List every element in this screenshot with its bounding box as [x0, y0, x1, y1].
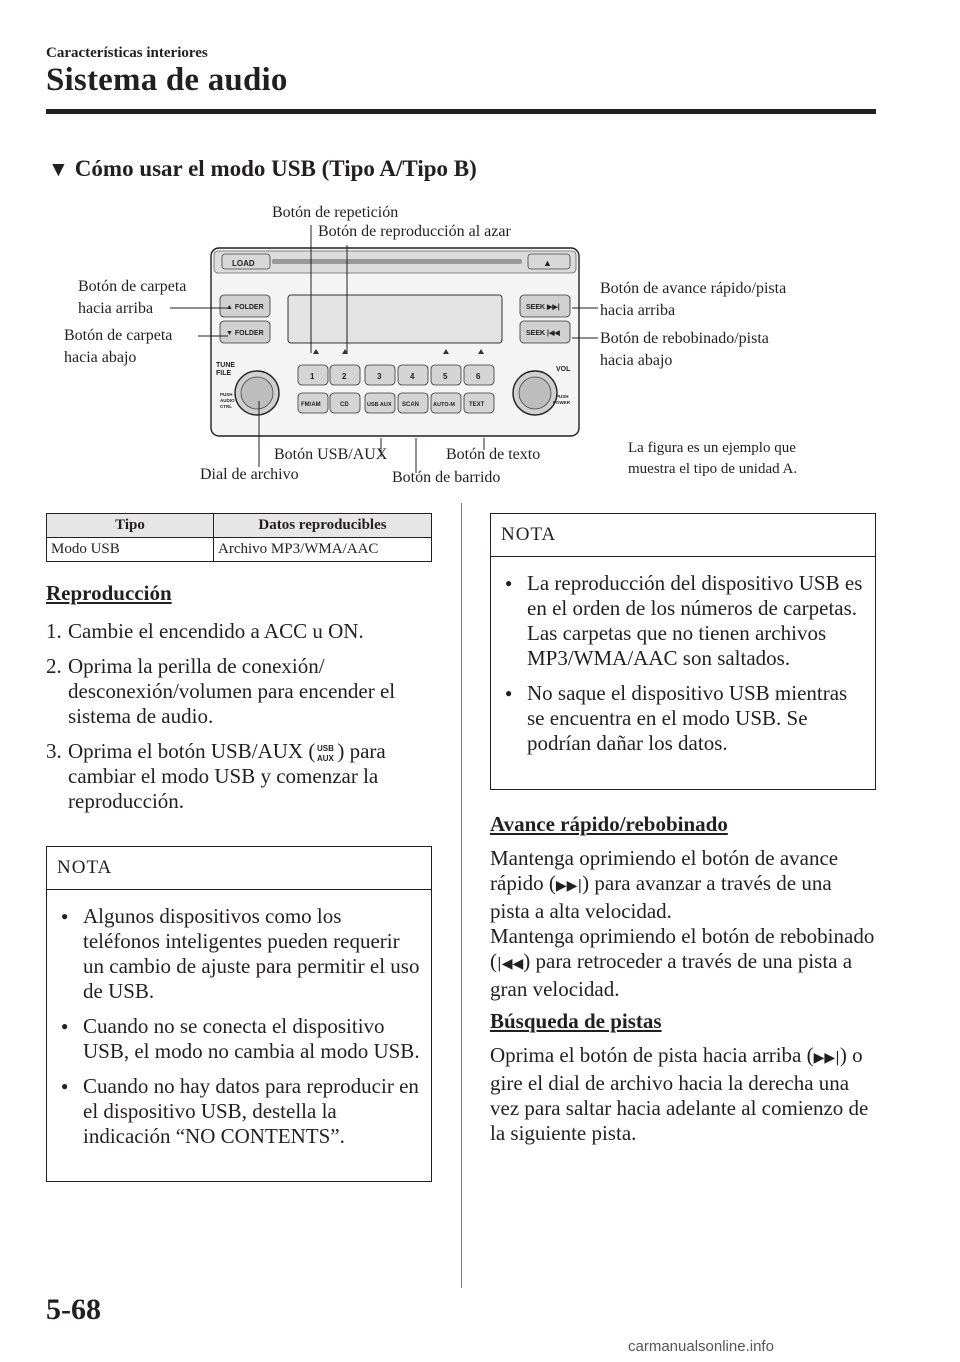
- fast-forward-icon: ▶▶|: [555, 878, 583, 894]
- ctrl-label: CTRL: [220, 404, 232, 409]
- nota-title: NOTA: [491, 514, 875, 557]
- table-cell: Archivo MP3/WMA/AAC: [214, 538, 432, 562]
- audio-unit-figure: [0, 195, 960, 495]
- push-label: PUSH: [220, 392, 233, 397]
- page-number: 5-68: [46, 1293, 101, 1326]
- list-item: [46, 619, 432, 644]
- watermark: carmanualsonline.info: [628, 1338, 774, 1355]
- table-header-row: [47, 514, 432, 538]
- step-text-b: ) para cambiar el modo USB y comenzar la reproducción.: [68, 739, 386, 814]
- callout-rew-2: hacia abajo: [600, 352, 673, 369]
- bullet-text: Algunos dispositivos como los teléfonos inteligentes pueden requerir un cambio de ajuste para permitir el uso de USB.: [83, 904, 420, 1003]
- folder-up-label: ▲ FOLDER: [226, 304, 264, 311]
- section-heading: [48, 156, 477, 182]
- preset-4: 4: [410, 372, 415, 381]
- busqueda-title: Búsqueda de pistas: [490, 1009, 662, 1033]
- table-header: Datos reproducibles: [214, 514, 432, 538]
- figure-caption-2: muestra el tipo de unidad A.: [628, 461, 798, 477]
- list-item: [61, 904, 421, 1004]
- bullet-text: La reproducción del dispositivo USB es en el orden de los números de carpetas. Las carpetas que no tienen archivos MP3/WMA/AAC son saltados.: [527, 571, 863, 670]
- busqueda-paragraph: [490, 1043, 876, 1146]
- avance-paragraph: [490, 846, 876, 1002]
- load-label: LOAD: [232, 259, 255, 268]
- usb-aux-icon: [315, 742, 337, 764]
- step-text: [68, 739, 432, 814]
- preset-2: 2: [342, 372, 347, 381]
- list-item: [505, 681, 865, 756]
- bullet-icon: ●: [61, 909, 69, 923]
- nota-box-right: [490, 513, 876, 790]
- column-divider: [461, 503, 462, 1288]
- preset-6: 6: [476, 372, 481, 381]
- avance-title: Avance rápido/rebobinado: [490, 812, 728, 836]
- header-rule: [46, 109, 876, 114]
- step-text: Oprima la perilla de conexión/ desconexión/volumen para encender el sistema de audio.: [68, 654, 396, 728]
- nota-bullets: [47, 890, 431, 1169]
- nota-bullets: [491, 557, 875, 776]
- folder-down-label: ▼ FOLDER: [226, 330, 264, 337]
- step-text: Cambie el encendido a ACC u ON.: [68, 619, 364, 643]
- tune-label: TUNE: [216, 362, 236, 369]
- nota-box-left: [46, 846, 432, 1182]
- eject-label: ▲: [543, 258, 552, 268]
- callout-rew-1: Botón de rebobinado/pista: [600, 330, 769, 347]
- seek-down-label: SEEK |◀◀: [526, 330, 560, 337]
- callout-repeat: Botón de repetición: [272, 204, 399, 221]
- list-item: [46, 654, 432, 729]
- figure-caption-1: La figura es un ejemplo que: [628, 440, 796, 456]
- bullet-icon: ●: [505, 576, 513, 590]
- callout-folder-up-2: hacia arriba: [78, 300, 154, 317]
- auto-m-label: AUTO-M: [433, 402, 455, 408]
- fm-am-label: FM/AM: [301, 402, 321, 408]
- avance-text-1a: Mantenga oprimiendo el botón de avance rápido (: [490, 846, 839, 895]
- rewind-icon: |◀◀: [497, 956, 524, 972]
- callout-file-dial: Dial de archivo: [200, 466, 299, 483]
- reproduccion-steps: [46, 619, 432, 824]
- usb-aux-label: USB AUX: [367, 402, 392, 408]
- table-header: Tipo: [47, 514, 214, 538]
- usb-icon-line-2: AUX: [317, 754, 335, 764]
- preset-1: 1: [310, 372, 315, 381]
- table-cell: Modo USB: [47, 538, 214, 562]
- busqueda-text-a: Oprima el botón de pista hacia arriba (: [490, 1043, 814, 1067]
- cd-label: CD: [340, 402, 349, 408]
- callout-folder-up-1: Botón de carpeta: [78, 278, 187, 295]
- callout-ff-2: hacia arriba: [600, 302, 676, 319]
- seek-up-label: SEEK ▶▶|: [526, 304, 560, 311]
- file-label: FILE: [216, 370, 232, 377]
- audio-label: AUDIO: [220, 398, 235, 403]
- table-row: [47, 538, 432, 562]
- list-item: [61, 1074, 421, 1149]
- callout-ff-1: Botón de avance rápido/pista: [600, 280, 787, 297]
- spec-table: [46, 513, 432, 562]
- bullet-text: Cuando no se conecta el dispositivo USB, el modo no cambia al modo USB.: [83, 1014, 420, 1063]
- bullet-icon: ●: [61, 1079, 69, 1093]
- push-power-label-2: POWER: [553, 400, 571, 405]
- avance-text-2b: ) para retroceder a través de una pista a gran velocidad.: [490, 949, 853, 1001]
- step-text-a: Oprima el botón USB/AUX (: [68, 739, 316, 763]
- bullet-text: Cuando no hay datos para reproducir en el dispositivo USB, destella la indicación “NO CONTENTS”.: [83, 1074, 419, 1148]
- section-label: Características interiores: [46, 45, 208, 61]
- section-heading-text: Cómo usar el modo USB (Tipo A/Tipo B): [74, 156, 477, 181]
- step-number: 1.: [46, 619, 62, 643]
- callout-folder-down-2: hacia abajo: [64, 349, 137, 366]
- callout-scan: Botón de barrido: [392, 469, 501, 486]
- avance-text-2a: Mantenga oprimiendo el botón de rebobinado (: [490, 924, 875, 973]
- list-item: [46, 739, 432, 814]
- bullet-text: No saque el dispositivo USB mientras se encuentra en el modo USB. Se podrían dañar los datos.: [527, 681, 848, 755]
- callout-folder-down-1: Botón de carpeta: [64, 327, 173, 344]
- track-up-icon: ▶▶|: [813, 1050, 840, 1066]
- chapter-title: Sistema de audio: [46, 62, 288, 98]
- step-number: 2.: [46, 654, 62, 678]
- callout-usb-aux: Botón USB/AUX: [274, 446, 388, 463]
- preset-5: 5: [443, 372, 448, 381]
- reproduccion-title: Reproducción: [46, 581, 172, 605]
- bullet-icon: ●: [61, 1019, 69, 1033]
- callout-text: Botón de texto: [446, 446, 541, 463]
- vol-label: VOL: [556, 366, 571, 373]
- avance-text-1b: ) para avanzar a través de una pista a alta velocidad.: [490, 871, 832, 923]
- bullet-icon: ●: [505, 686, 513, 700]
- preset-3: 3: [377, 372, 382, 381]
- callout-random: Botón de reproducción al azar: [318, 223, 511, 240]
- triangle-marker-icon: ▼: [48, 157, 69, 181]
- list-item: [61, 1014, 421, 1064]
- usb-icon-line-1: USB: [317, 744, 335, 754]
- nota-title: NOTA: [47, 847, 431, 890]
- scan-label: SCAN: [402, 402, 420, 408]
- list-item: [505, 571, 865, 671]
- push-power-label-1: PUSH: [556, 394, 569, 399]
- text-label: TEXT: [469, 402, 485, 408]
- step-number: 3.: [46, 739, 62, 763]
- busqueda-text-b: ) o gire el dial de archivo hacia la derecha una vez para saltar hacia adelante al comienzo de la siguiente pista.: [490, 1043, 869, 1145]
